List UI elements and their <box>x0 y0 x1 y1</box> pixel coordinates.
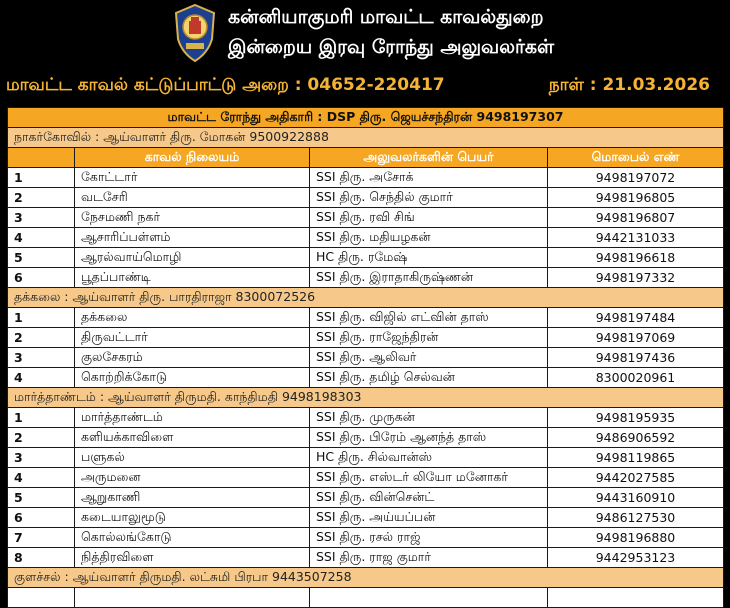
serial-number: 6 <box>8 508 75 528</box>
table-row <box>8 528 724 548</box>
dsp-officer: மாவட்ட ரோந்து அதிகாரி : DSP திரு. ஜெயச்சந்திரன் 9498197307 <box>8 108 724 128</box>
officer-name: SSI திரு. எஸ்டர் லியோ மனோகர் <box>310 468 548 488</box>
police-emblem-icon <box>172 3 218 63</box>
station-name: ஆரல்வாய்மொழி <box>75 248 310 268</box>
station-name: நித்திரவிளை <box>75 548 310 568</box>
officer-name: SSI திரு. அசோக் <box>310 168 548 188</box>
control-room-number: மாவட்ட காவல் கட்டுப்பாட்டு அறை : 04652-220417 <box>6 75 445 95</box>
column-header-row <box>8 148 724 168</box>
section-header-row <box>8 568 724 588</box>
mobile-number: 9442027585 <box>548 468 724 488</box>
mobile-number: 9442131033 <box>548 228 724 248</box>
section-title: மார்த்தாண்டம் : ஆய்வாளர் திருமதி. காந்திமதி 9498198303 <box>8 388 724 408</box>
table-row <box>8 468 724 488</box>
station-name: கொல்லங்கோடு <box>75 528 310 548</box>
serial-number: 5 <box>8 488 75 508</box>
column-header-officer: அலுவலர்களின் பெயர் <box>310 148 548 168</box>
mobile-number: 9443160910 <box>548 488 724 508</box>
table-row <box>8 368 724 388</box>
serial-number: 1 <box>8 168 75 188</box>
station-name: அருமனை <box>75 468 310 488</box>
table-row <box>8 348 724 368</box>
mobile-number: 9498197436 <box>548 348 724 368</box>
page-title: கன்னியாகுமரி மாவட்ட காவல்துறை <box>228 6 544 28</box>
serial-number: 4 <box>8 228 75 248</box>
roster-date: நாள் : 21.03.2026 <box>548 75 710 95</box>
station-name: வடசேரி <box>75 188 310 208</box>
mobile-number: 9498195935 <box>548 408 724 428</box>
station-name: ஆசாரிப்பள்ளம் <box>75 228 310 248</box>
officer-name: HC திரு. ரமேஷ் <box>310 248 548 268</box>
section-title: குளச்சல் : ஆய்வாளர் திருமதி. லட்சுமி பிரபா 9443507258 <box>8 568 724 588</box>
control-room-bar <box>0 70 730 102</box>
serial-number: 3 <box>8 348 75 368</box>
serial-number: 3 <box>8 448 75 468</box>
station-name: பூதப்பாண்டி <box>75 268 310 288</box>
serial-number: 5 <box>8 248 75 268</box>
officer-name: SSI திரு. செந்தில் குமார் <box>310 188 548 208</box>
section-title: நாகர்கோவில் : ஆய்வாளர் திரு. மோகன் 9500922888 <box>8 128 724 148</box>
dsp-row <box>8 108 724 128</box>
officer-name: SSI திரு. ரவி சிங் <box>310 208 548 228</box>
station-name: கடையாலுமூடு <box>75 508 310 528</box>
serial-number: 4 <box>8 368 75 388</box>
officer-name: HC திரு. சில்வான்ஸ் <box>310 448 548 468</box>
mobile-number: 9498196618 <box>548 248 724 268</box>
table-row <box>8 208 724 228</box>
serial-number: 2 <box>8 188 75 208</box>
mobile-number: 8300020961 <box>548 368 724 388</box>
mobile-number: 9498196805 <box>548 188 724 208</box>
table-row <box>8 328 724 348</box>
section-title: தக்கலை : ஆய்வாளர் திரு. பாரதிராஜா 8300072526 <box>8 288 724 308</box>
header <box>0 0 730 66</box>
officer-name: SSI திரு. மதியழகன் <box>310 228 548 248</box>
table-row <box>8 228 724 248</box>
serial-number: 6 <box>8 268 75 288</box>
officer-name: SSI திரு. ராஜ குமார் <box>310 548 548 568</box>
mobile-number: 9442953123 <box>548 548 724 568</box>
mobile-number: 9498196880 <box>548 528 724 548</box>
station-name: நேசமணி நகர் <box>75 208 310 228</box>
table-row <box>8 268 724 288</box>
column-header-mobile: மொபைல் எண் <box>548 148 724 168</box>
station-name: களியக்காவிளை <box>75 428 310 448</box>
table-row <box>8 188 724 208</box>
table-row <box>8 248 724 268</box>
column-header-station: காவல் நிலையம் <box>75 148 310 168</box>
mobile-number: 9486906592 <box>548 428 724 448</box>
serial-number: 4 <box>8 468 75 488</box>
station-name: கோட்டார் <box>75 168 310 188</box>
serial-number: 3 <box>8 208 75 228</box>
officer-name: SSI திரு. அய்யப்பன் <box>310 508 548 528</box>
serial-number: 1 <box>8 308 75 328</box>
station-name: பளுகல் <box>75 448 310 468</box>
officer-name: SSI திரு. முருகன் <box>310 408 548 428</box>
mobile-number: 9498197069 <box>548 328 724 348</box>
section-header-row <box>8 388 724 408</box>
officer-name: SSI திரு. தமிழ் செல்வன் <box>310 368 548 388</box>
column-header-sno <box>8 148 75 168</box>
officer-name: SSI திரு. ராஜேந்திரன் <box>310 328 548 348</box>
station-name: மார்த்தாண்டம் <box>75 408 310 428</box>
section-header-row <box>8 128 724 148</box>
officer-name: SSI திரு. ஆலிவர் <box>310 348 548 368</box>
table-row <box>8 488 724 508</box>
serial-number: 1 <box>8 408 75 428</box>
officer-name: SSI திரு. விஜில் எட்வின் தாஸ் <box>310 308 548 328</box>
officer-name: SSI திரு. ரசல் ராஜ் <box>310 528 548 548</box>
officer-name: SSI திரு. பிரேம் ஆனந்த் தாஸ் <box>310 428 548 448</box>
officer-name: SSI திரு. வின்சென்ட் <box>310 488 548 508</box>
station-name: ஆறுகாணி <box>75 488 310 508</box>
table-row <box>8 428 724 448</box>
mobile-number: 9498197332 <box>548 268 724 288</box>
officer-name: SSI திரு. இராதாகிருஷ்ணன் <box>310 268 548 288</box>
station-name: திருவட்டார் <box>75 328 310 348</box>
table-row <box>8 448 724 468</box>
serial-number: 8 <box>8 548 75 568</box>
mobile-number: 9498119865 <box>548 448 724 468</box>
table-row <box>8 308 724 328</box>
serial-number: 2 <box>8 428 75 448</box>
table-row <box>8 168 724 188</box>
station-name: தக்கலை <box>75 308 310 328</box>
mobile-number: 9486127530 <box>548 508 724 528</box>
station-name: கொற்றிக்கோடு <box>75 368 310 388</box>
page-subtitle: இன்றைய இரவு ரோந்து அலுவலர்கள் <box>228 36 555 58</box>
section-header-row <box>8 288 724 308</box>
table-row <box>8 408 724 428</box>
mobile-number: 9498197484 <box>548 308 724 328</box>
mobile-number: 9498197072 <box>548 168 724 188</box>
mobile-number: 9498196807 <box>548 208 724 228</box>
serial-number: 2 <box>8 328 75 348</box>
station-name: குலசேகரம் <box>75 348 310 368</box>
duty-table <box>7 107 724 608</box>
table-row <box>8 548 724 568</box>
serial-number: 7 <box>8 528 75 548</box>
table-row <box>8 508 724 528</box>
